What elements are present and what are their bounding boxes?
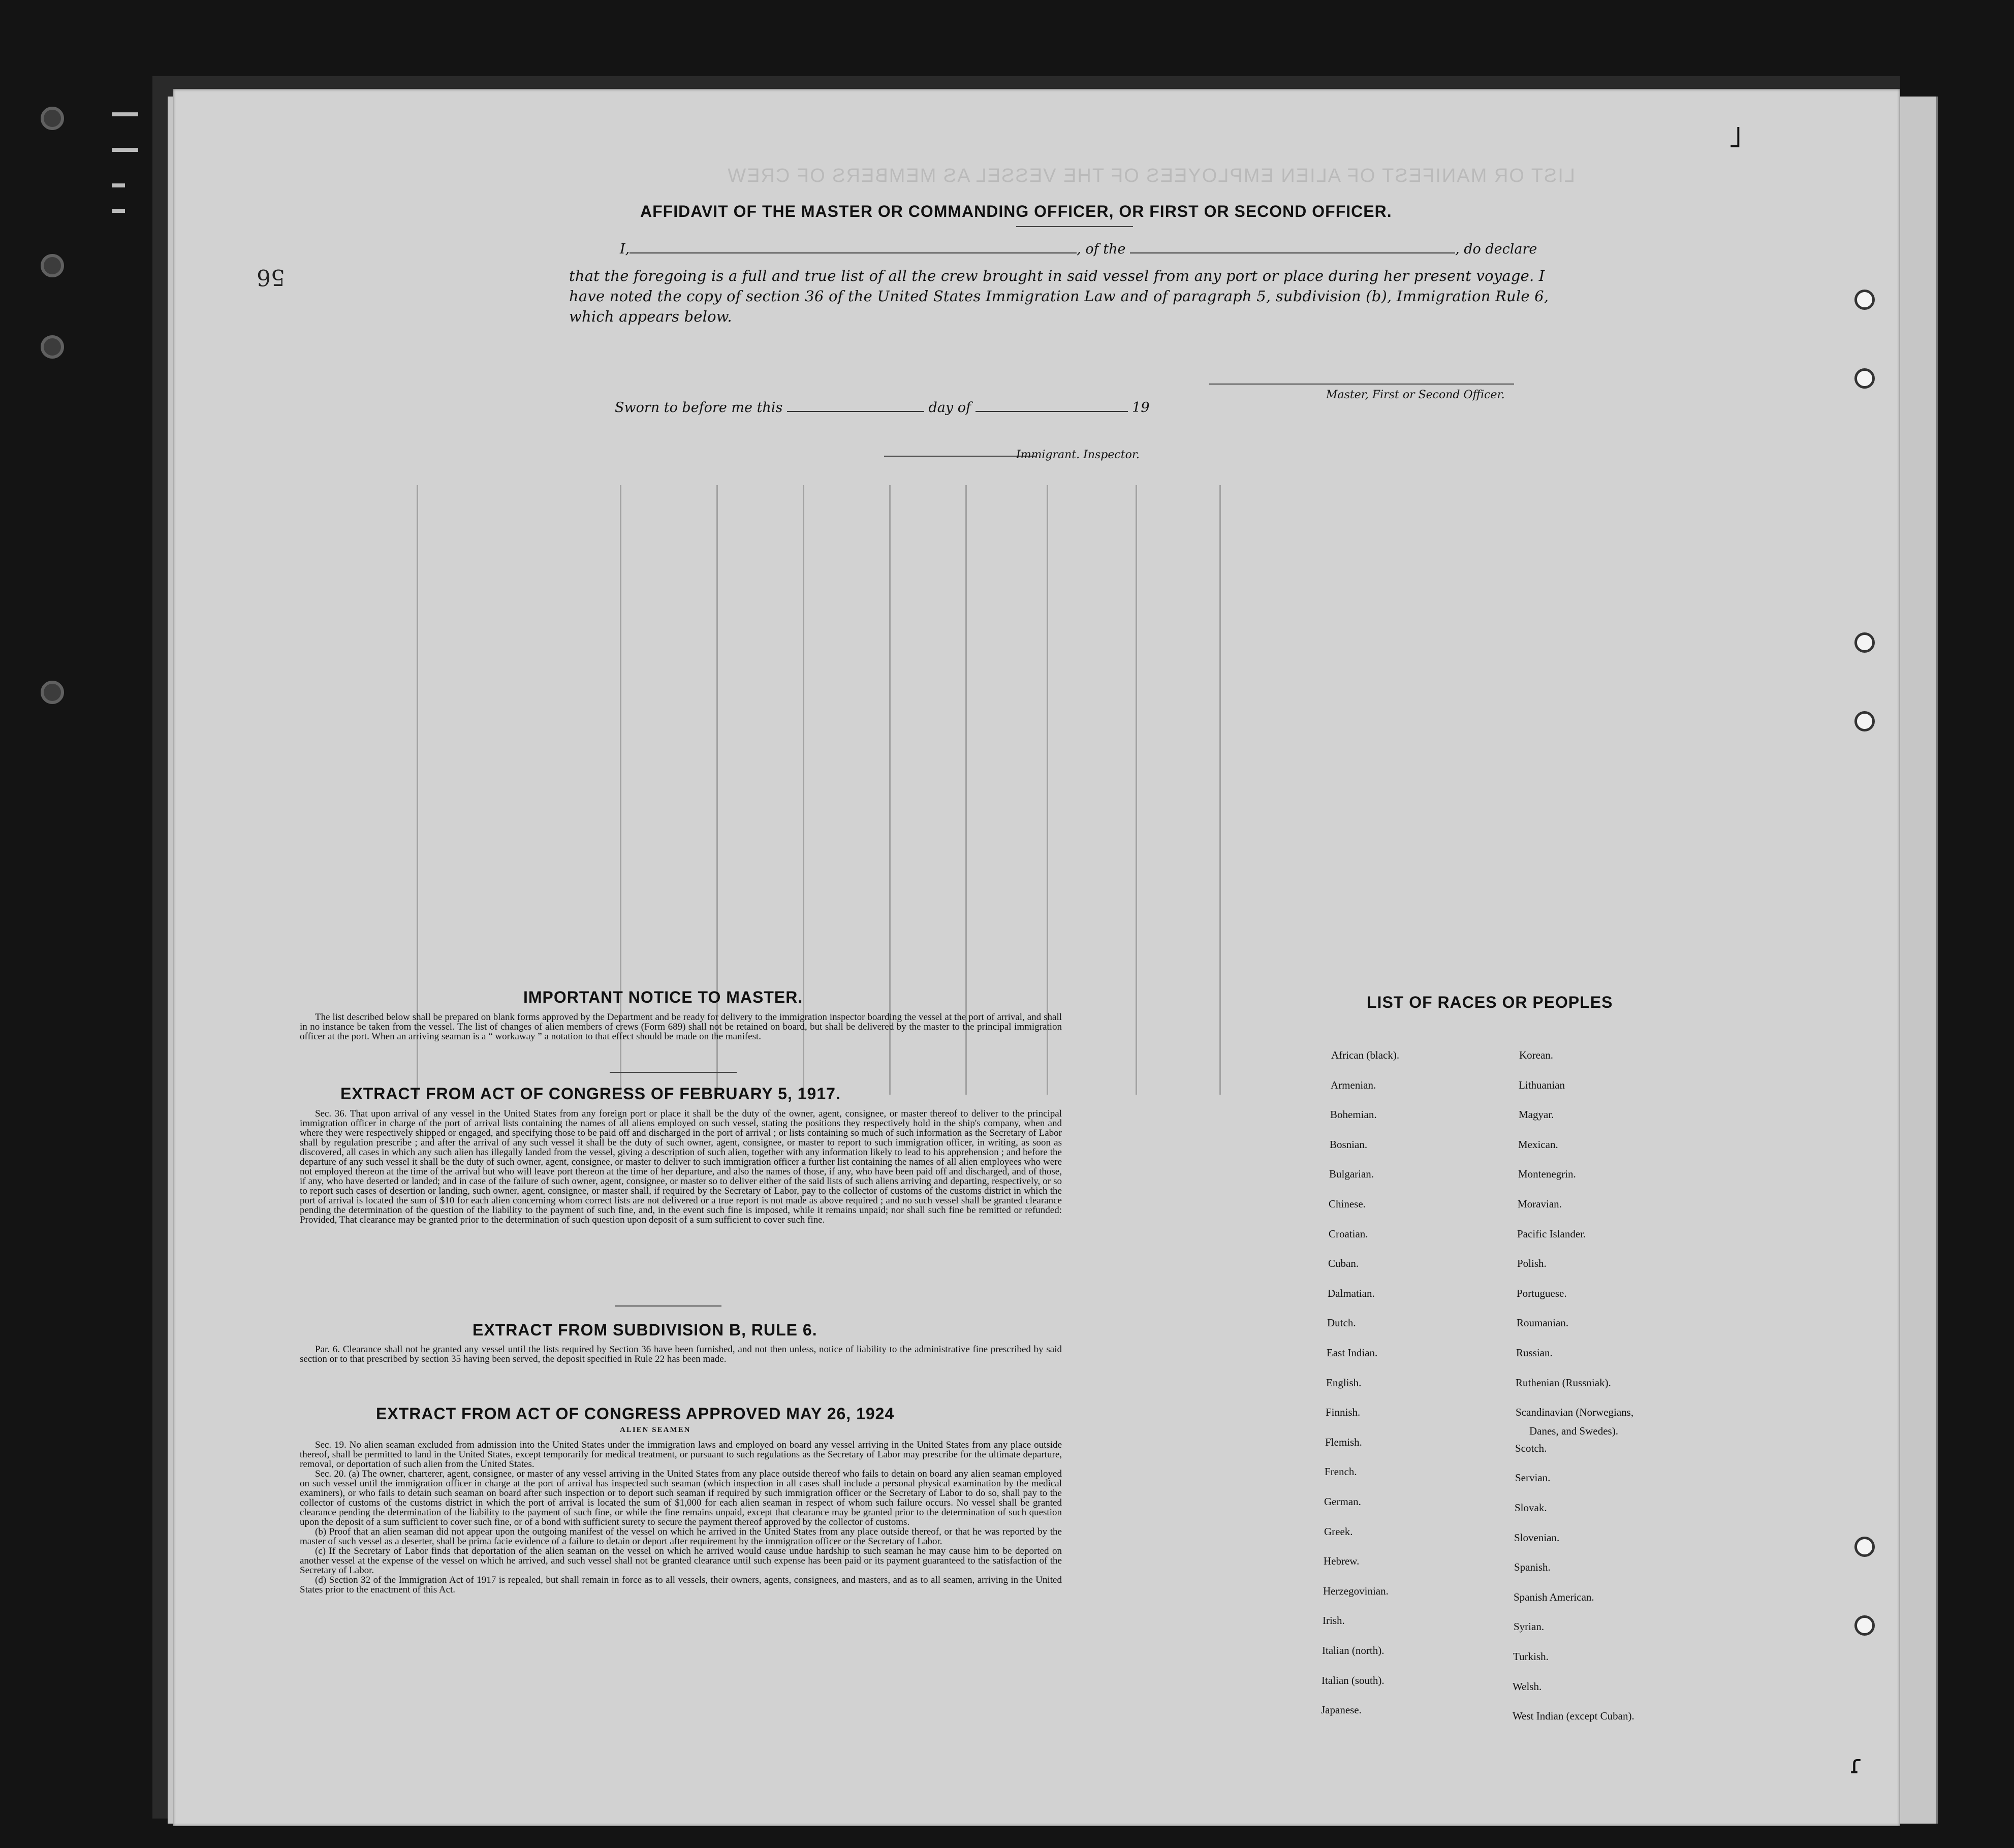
page-number-stamp: 56 <box>257 264 285 290</box>
race-item: Croatian. <box>1329 1228 1368 1240</box>
pencil-mark: ɾ <box>1849 1750 1863 1779</box>
race-item: Italian (south). <box>1321 1674 1384 1686</box>
binder-hole <box>41 681 64 704</box>
race-item: Hebrew. <box>1324 1555 1360 1567</box>
race-item: Korean. <box>1519 1049 1554 1061</box>
ghost-column-line <box>1136 485 1137 1095</box>
race-item: Montenegrin. <box>1518 1168 1576 1180</box>
race-item: Chinese. <box>1329 1198 1366 1210</box>
race-item: Armenian. <box>1331 1079 1376 1091</box>
ghost-column-line <box>889 485 891 1095</box>
punch-hole <box>1854 632 1875 653</box>
ghost-column-line <box>803 485 804 1095</box>
sec20b-paragraph: (b) Proof that an alien seaman did not appear upon the outgoing manifest of the vessel on which he arrived in the United States from any place outside thereof, or that he was reported by the master of such vessel as a deserter, shall be prima facie evidence of a failure to detain or deport after requirement by the immigration officer or the Secretary of Labor. <box>300 1526 1062 1547</box>
divider <box>610 1072 737 1073</box>
race-item: Welsh. <box>1513 1680 1542 1693</box>
race-item: African (black). <box>1331 1049 1400 1061</box>
extract-1917-text <box>300 1109 1062 1225</box>
race-item: Japanese. <box>1321 1704 1362 1716</box>
punch-hole <box>1854 368 1875 389</box>
of-the-label: , of the <box>1077 241 1126 257</box>
sec19-paragraph: Sec. 19. No alien seaman excluded from admission into the United States under the immigration laws and employed on board any vessel arriving in the United States from any place outside thereof, shall be permitted to land in the United States, except temporarily for medical treatment, or pursuant to such regulations as the Secretary of Labor may prescribe for the ultimate departure, removal, or deportation of such alien from the United States. <box>300 1440 1062 1470</box>
extract-1917-title: EXTRACT FROM ACT OF CONGRESS OF FEBRUARY 5, 1917. <box>340 1085 841 1103</box>
edge-marks: ▬▬ <box>112 104 138 119</box>
affidavit-body: that the foregoing is a full and true list of all the crew brought in said vessel from any port or place during her present voyage. I have noted the copy of section 36 of the United States Immigration Law and of paragraph 5, subdivision (b), Immigration Rule 6, which appears below. <box>569 267 1549 325</box>
notice-title: IMPORTANT NOTICE TO MASTER. <box>523 988 803 1006</box>
binder-hole <box>41 254 64 277</box>
divider <box>1016 226 1133 227</box>
punch-hole <box>1854 1537 1875 1557</box>
divider <box>615 1305 721 1307</box>
extract-rule6-title: EXTRACT FROM SUBDIVISION B, RULE 6. <box>473 1321 817 1339</box>
race-item: French. <box>1325 1465 1357 1478</box>
edge-marks: ▬ <box>112 175 125 190</box>
race-item: Turkish. <box>1513 1650 1549 1663</box>
alien-seamen-subtitle: ALIEN SEAMEN <box>620 1426 691 1434</box>
ghost-column-line <box>965 485 967 1095</box>
punch-hole <box>1854 711 1875 731</box>
punch-hole <box>1854 1615 1875 1636</box>
manifest-page <box>173 89 1900 1826</box>
notice-paragraph: The list described below shall be prepared on blank forms approved by the Department and be ready for delivery to the immigration inspector boarding the vessel at the port of arrival, and shall in no instance be taken from the vessel. The list of changes of alien members of crews (Form 689) shall not be retained on board, but shall be delivered by the master to the principal immigration officer at the port. When an arriving seaman is a “ workaway ” a notation to that effect should be made on the manifest. <box>300 1012 1062 1042</box>
race-item: Flemish. <box>1325 1436 1362 1448</box>
race-item: Ruthenian (Russniak). <box>1516 1377 1611 1389</box>
extract-1924-title: EXTRACT FROM ACT OF CONGRESS APPROVED MAY 26, 1924 <box>376 1405 895 1423</box>
race-item: Spanish American. <box>1514 1591 1594 1603</box>
extract-rule6-text <box>300 1345 1062 1364</box>
sworn-label: Sworn to before me this <box>615 400 783 416</box>
race-item: Spanish. <box>1514 1561 1551 1573</box>
inspector-signature-line[interactable] <box>884 456 1036 457</box>
race-item-continuation: Danes, and Swedes). <box>1529 1425 1618 1437</box>
i-label: I, <box>620 241 630 257</box>
race-item: Dutch. <box>1327 1317 1356 1329</box>
race-item: Slovak. <box>1515 1502 1547 1514</box>
race-item: Finnish. <box>1326 1406 1361 1418</box>
race-item: Bulgarian. <box>1329 1168 1374 1180</box>
bleed-through-heading: LIST OR MANIFEST OF ALIEN EMPLOYEES OF THE VESSEL AS MEMBERS OF CREW <box>727 165 1575 186</box>
race-item: Roumanian. <box>1517 1317 1569 1329</box>
race-item: Russian. <box>1516 1347 1553 1359</box>
master-signature-line[interactable] <box>1209 384 1514 385</box>
race-item: Cuban. <box>1328 1257 1359 1269</box>
punch-hole <box>1854 290 1875 310</box>
affidavit-line-1 <box>620 241 1537 257</box>
race-item: East Indian. <box>1327 1347 1378 1359</box>
extract-1924-text <box>300 1440 1062 1595</box>
edge-marks: ▬ <box>112 201 125 216</box>
sec20c-paragraph: (c) If the Secretary of Labor finds that deportation of the alien seaman on the vessel on which he arrived would cause undue hardship to such seaman he may cause him to be deported on another vessel at the expense of the vessel on which he arrived, and such vessel shall not be granted clearance until such expense has been paid or its payment guaranteed to the satisfaction of the Secretary of Labor. <box>300 1546 1062 1576</box>
race-item: Syrian. <box>1514 1620 1545 1633</box>
race-item: Herzegovinian. <box>1323 1585 1389 1597</box>
race-item: Bosnian. <box>1330 1138 1368 1151</box>
sec20d-paragraph: (d) Section 32 of the Immigration Act of 1917 is repealed, but shall remain in force as to all vessels, their owners, agents, consignees, and masters, and as to all seamen, arriving in the United States prior to the enactment of this Act. <box>300 1575 1062 1595</box>
race-item: Greek. <box>1324 1525 1353 1538</box>
race-item: Pacific Islander. <box>1517 1228 1586 1240</box>
edge-marks: ▬▬ <box>112 140 138 155</box>
race-item: Moravian. <box>1518 1198 1562 1210</box>
race-item: Dalmatian. <box>1328 1287 1375 1299</box>
race-item: West Indian (except Cuban). <box>1513 1710 1634 1722</box>
race-item: English. <box>1326 1377 1362 1389</box>
sec20a-paragraph: Sec. 20. (a) The owner, charterer, agent, consignee, or master of any vessel arriving in the United States from any place outside thereof who fails to detain on board any alien seaman employed on such vessel until the immigration officer in charge at the port of arrival has inspected such seaman (which inspection in all cases shall include a personal physical examination by the medical examiners), or who fails to detain such seaman on board after such inspection or to deport such seaman if required by such immigration officer or the Secretary of Labor to do so, shall pay to the collector of customs of the customs district in which the port of arrival is located the sum of $1,000 for each alien seaman in respect of whom such failure occurs. No vessel shall be granted clearance pending the determination of the liability to the payment of such fine, or while the fine remains unpaid, except that clearance may be granted prior to the determination of such question upon the deposit of a sum sufficient to cover such fine, or of a bond with sufficient surety to secure the payment thereof approved by the collector of customs. <box>300 1469 1062 1527</box>
master-label: Master, First or Second Officer. <box>1326 389 1505 401</box>
inspector-label: Immigrant. Inspector. <box>1016 449 1140 461</box>
ghost-column-line <box>417 485 418 1095</box>
sworn-day-blank[interactable] <box>787 400 924 412</box>
binder-hole <box>41 335 64 359</box>
race-item: Italian (north). <box>1322 1644 1384 1656</box>
affidavit-title: AFFIDAVIT OF THE MASTER OR COMMANDING OFFICER, OR FIRST OR SECOND OFFICER. <box>640 202 1392 220</box>
race-item: Portuguese. <box>1517 1287 1567 1299</box>
races-title: LIST OF RACES OR PEOPLES <box>1367 993 1613 1011</box>
race-item: Scotch. <box>1515 1442 1547 1454</box>
vessel-blank[interactable] <box>1130 241 1455 253</box>
do-declare-label: , do declare <box>1455 241 1537 257</box>
race-item: Servian. <box>1515 1472 1551 1484</box>
rule6-paragraph: Par. 6. Clearance shall not be granted any vessel until the lists required by Section 36 have been furnished, and not then unless, notice of liability to the administrative fine prescribed by said section or to that prescribed by section 35 having been served, the deposit specified in Rule 22 has been made. <box>300 1344 1062 1364</box>
pencil-mark: ˩ <box>1727 119 1743 155</box>
race-item: German. <box>1324 1495 1361 1508</box>
sworn-line <box>615 400 1150 416</box>
sworn-month-blank[interactable] <box>975 400 1128 412</box>
name-blank[interactable] <box>630 241 1077 253</box>
binder-hole <box>41 107 64 130</box>
race-item: Scandinavian (Norwegians, <box>1516 1406 1634 1418</box>
year-label: 19 <box>1132 400 1150 416</box>
race-item: Bohemian. <box>1330 1108 1377 1121</box>
race-item: Irish. <box>1323 1614 1345 1627</box>
ghost-column-line <box>1047 485 1048 1095</box>
race-item: Mexican. <box>1518 1138 1558 1151</box>
sec36-paragraph: Sec. 36. That upon arrival of any vessel in the United States from any foreign port or place it shall be the duty of the owner, agent, consignee, or master thereof to deliver to the principal immigration officer in charge of the port of arrival lists containing the names of all aliens employed on such vessel, stating the positions they respectively hold in the ship's company, when and where they were respectively shipped or engaged, and specifying those to be paid off and discharged in the port of arrival ; or lists containing so much of such information as the Secretary of Labor shall by regulation prescribe ; and after the arrival of any such vessel it shall be the duty of such owner, agent, consignee, or master to report to such immigration officer, in writing, as soon as discovered, all cases in which any such alien has illegally landed from the vessel, giving a description of such alien, together with any information likely to lead to his apprehension ; and before the departure of any such vessel it shall be the duty of such owner, agent, consignee, or master to deliver to such immigration officer a further list containing the names of all alien employees who were not employed thereon at the time of the arrival but who will leave port thereon at the time of her departure, and also the names of those, if any, who have been paid off and discharged, and of those, if any, who have deserted or landed; and in case of the failure of such owner, agent, consignee, or master so to deliver either of the said lists of such aliens arriving and departing, respectively, or so to report such cases of desertion or landing, such owner, agent, consignee, or master shall, if required by the Secretary of Labor, pay to the collector of customs of the customs district in which the port of arrival is located the sum of $10 for each alien concerning whom correct lists are not delivered or a true report is not made as above required ; and no such vessel shall be granted clearance pending the determination of the question of the liability to the payment of such fine, and, in the event such fine is imposed, while it remains unpaid; nor shall such fine be remitted or refunded: Provided, That clearance may be granted prior to the determination of such question upon deposit of a sum sufficient to cover such fine. <box>300 1108 1062 1225</box>
race-item: Lithuanian <box>1519 1079 1565 1091</box>
day-of-label: day of <box>928 400 971 416</box>
race-item: Magyar. <box>1519 1108 1554 1121</box>
race-item: Slovenian. <box>1514 1532 1560 1544</box>
notice-text <box>300 1012 1062 1041</box>
ghost-column-line <box>1219 485 1221 1095</box>
race-item: Polish. <box>1517 1257 1547 1269</box>
